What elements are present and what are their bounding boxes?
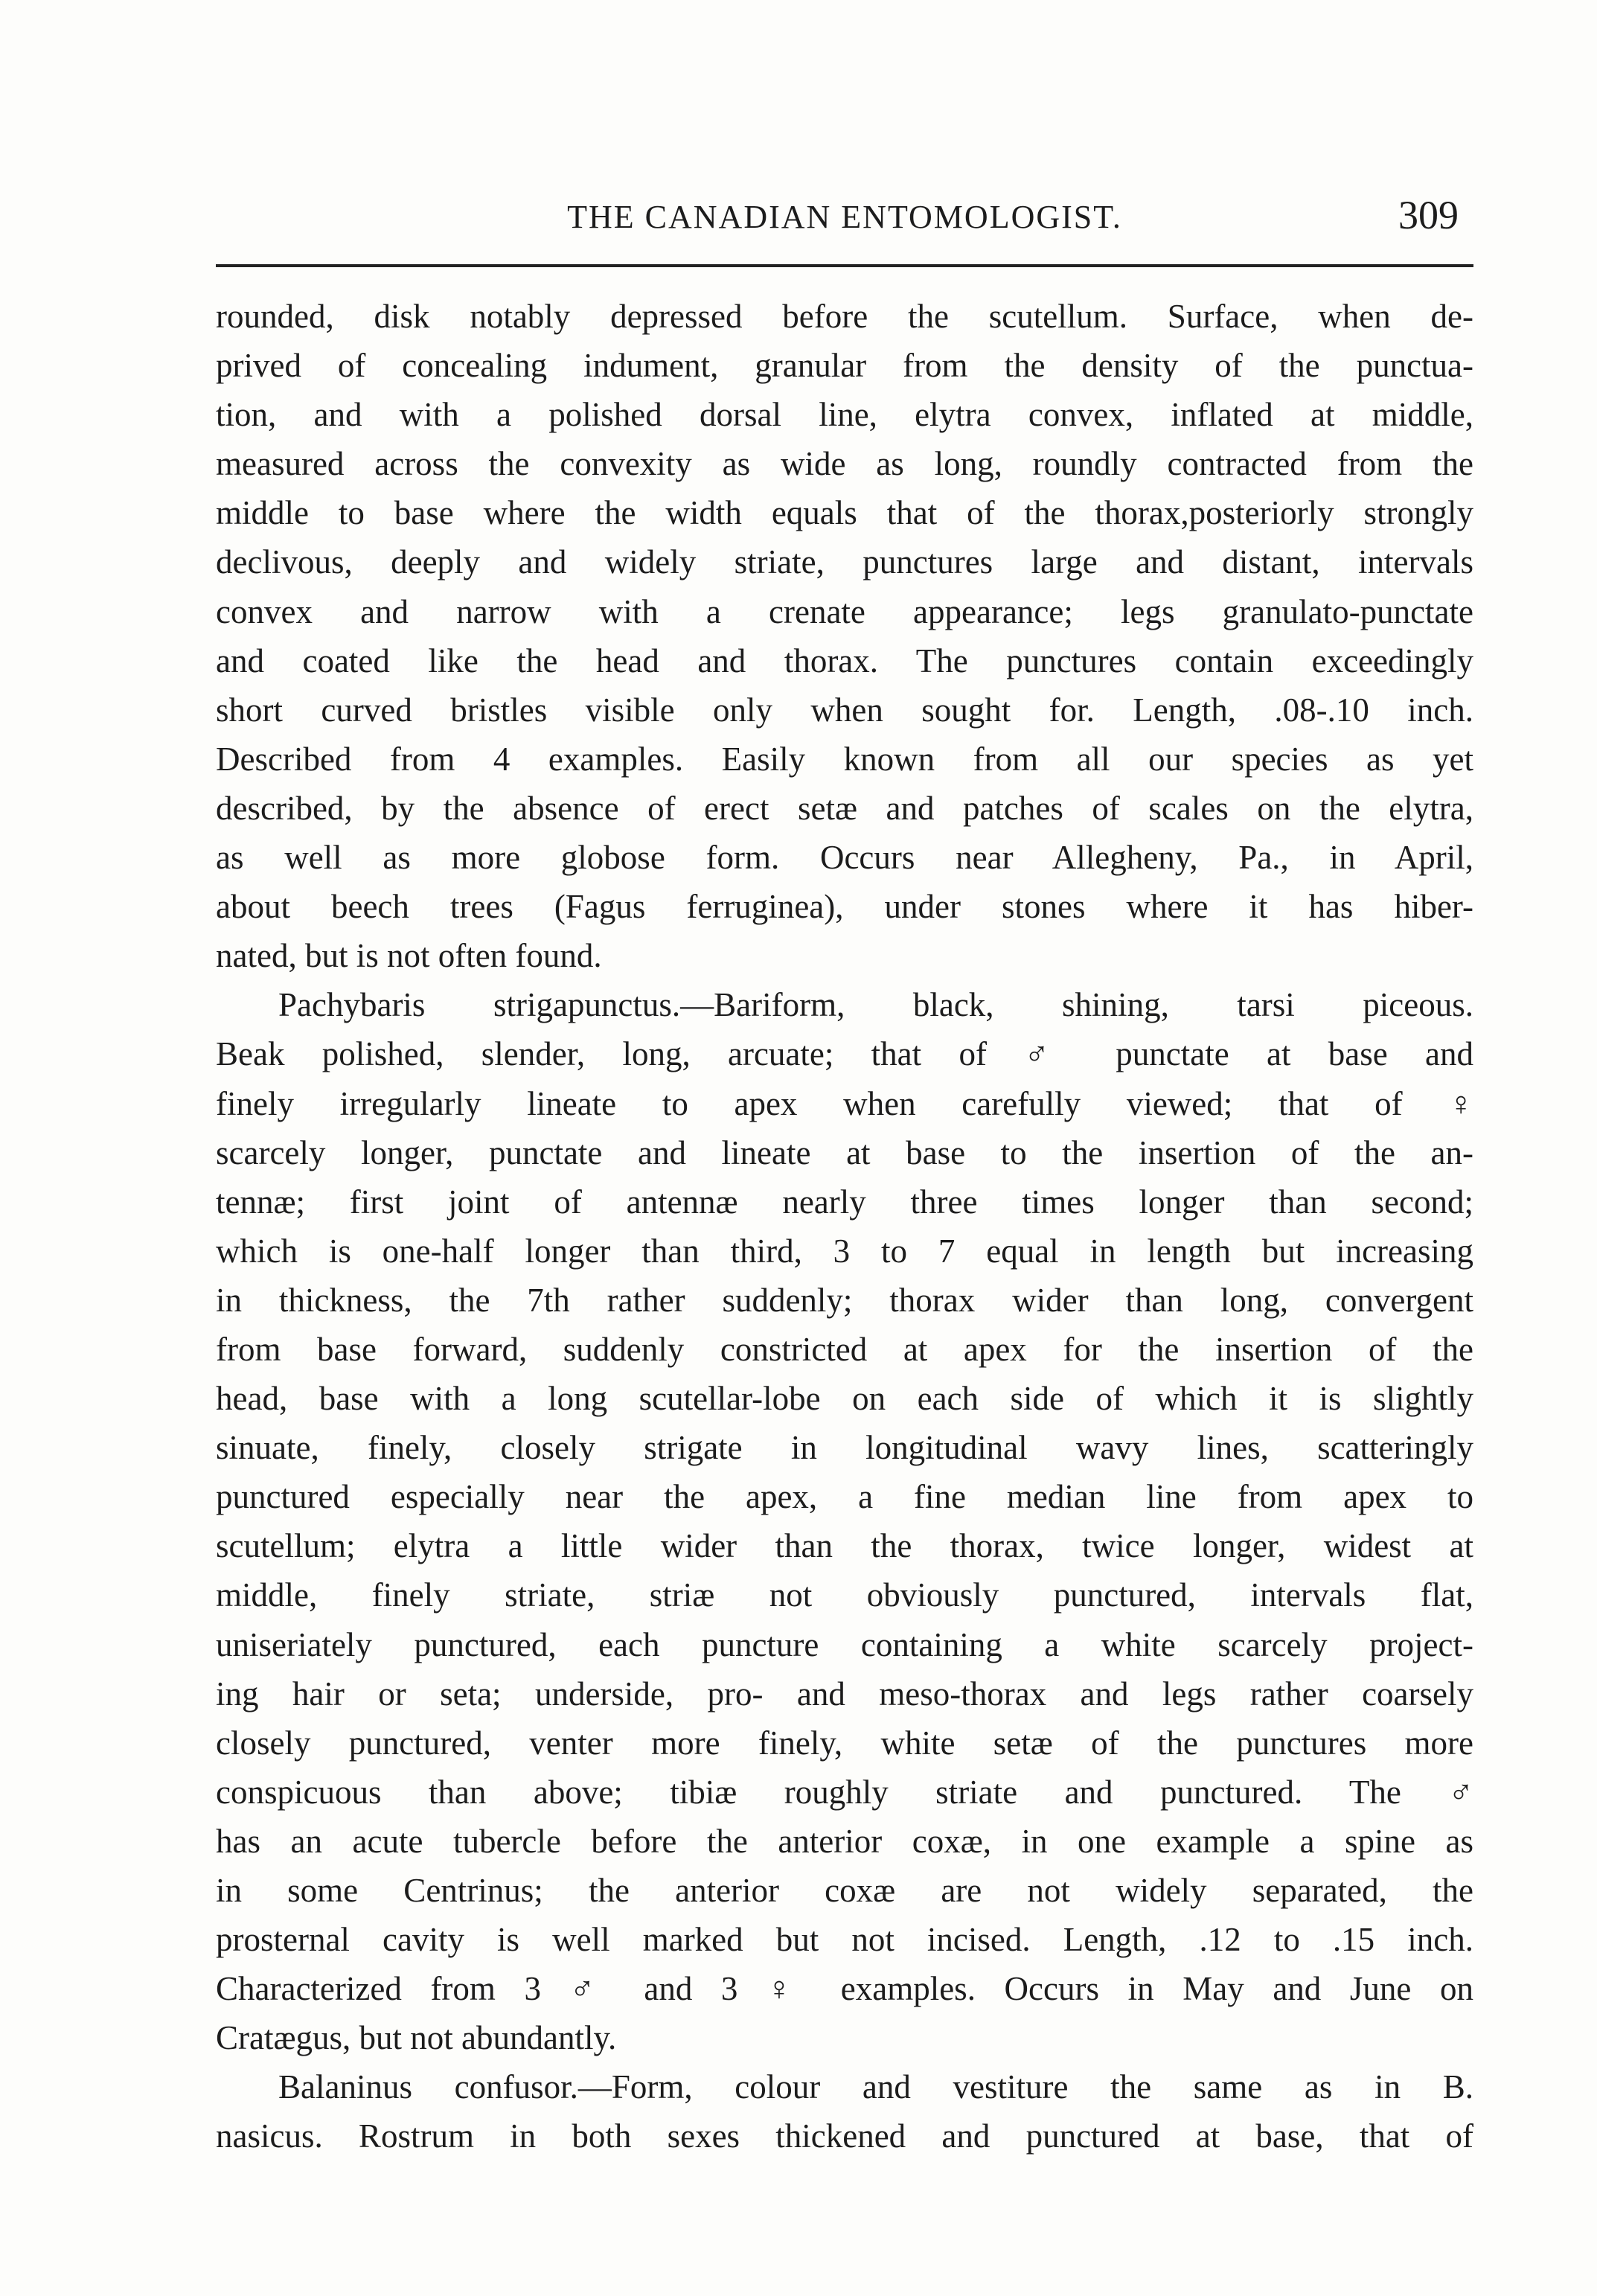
text-line: prosternal cavity is well marked but not incised. Length, .12 to .15 inch. <box>216 1921 1473 1959</box>
body-text <box>216 292 1473 2161</box>
text-line: short curved bristles visible only when sought for. Length, .08-.10 inch. <box>216 691 1473 729</box>
text-line: declivous, deeply and widely striate, punctures large and distant, intervals <box>216 543 1473 581</box>
text-line: prived of concealing indument, granular from the density of the punctua- <box>216 347 1473 385</box>
header-rule <box>216 264 1473 267</box>
text-line: Cratægus, but not abundantly. <box>216 2019 617 2057</box>
running-title: THE CANADIAN ENTOMOLOGIST. <box>567 199 1122 235</box>
text-line: convex and narrow with a crenate appearance; legs granulato-punctate <box>216 592 1473 630</box>
text-line: nated, but is not often found. <box>216 937 602 975</box>
text-line: has an acute tubercle before the anterior coxæ, in one example a spine as <box>216 1822 1473 1860</box>
text-line: conspicuous than above; tibiæ roughly striate and punctured. The ♂ <box>216 1773 1473 1811</box>
text-line: Described from 4 examples. Easily known from all our species as yet <box>216 740 1473 778</box>
text-line: from base forward, suddenly constricted at apex for the insertion of the <box>216 1330 1473 1368</box>
text-line: described, by the absence of erect setæ and patches of scales on the elytra, <box>216 789 1473 827</box>
text-line: middle to base where the width equals that of the thorax,posteriorly strongly <box>216 494 1473 532</box>
text-line: middle, finely striate, striæ not obviously punctured, intervals flat, <box>216 1576 1473 1614</box>
text-line: Beak polished, slender, long, arcuate; that of ♂ punctate at base and <box>216 1035 1473 1073</box>
text-line: tion, and with a polished dorsal line, elytra convex, inflated at middle, <box>216 396 1473 434</box>
text-line: rounded, disk notably depressed before the scutellum. Surface, when de- <box>216 298 1473 335</box>
text-line: ing hair or seta; underside, pro- and meso-thorax and legs rather coarsely <box>216 1675 1473 1713</box>
text-line: which is one-half longer than third, 3 to 7 equal in length but increasing <box>216 1232 1473 1270</box>
text-line: in thickness, the 7th rather suddenly; thorax wider than long, convergent <box>216 1281 1473 1319</box>
text-line: head, base with a long scutellar-lobe on each side of which it is slightly <box>216 1380 1473 1418</box>
text-line: scutellum; elytra a little wider than the thorax, twice longer, widest at <box>216 1527 1473 1565</box>
text-line: Balaninus confusor.—Form, colour and vestiture the same as in B. <box>278 2068 1473 2106</box>
text-line: Pachybaris strigapunctus.—Bariform, black, shining, tarsi piceous. <box>278 986 1473 1024</box>
page-number: 309 <box>1398 193 1459 237</box>
text-line: Characterized from 3 ♂ and 3 ♀ examples. Occurs in May and June on <box>216 1970 1473 2008</box>
text-line: as well as more globose form. Occurs near Allegheny, Pa., in April, <box>216 839 1473 877</box>
text-line: tennæ; first joint of antennæ nearly three times longer than second; <box>216 1183 1473 1221</box>
text-line: and coated like the head and thorax. The punctures contain exceedingly <box>216 642 1473 679</box>
text-line: closely punctured, venter more finely, white setæ of the punctures more <box>216 1724 1473 1762</box>
text-line: sinuate, finely, closely strigate in longitudinal wavy lines, scatteringly <box>216 1429 1473 1467</box>
text-line: measured across the convexity as wide as long, roundly contracted from the <box>216 445 1473 483</box>
running-header <box>216 192 1473 244</box>
text-line: uniseriately punctured, each puncture containing a white scarcely project- <box>216 1625 1473 1663</box>
text-line: scarcely longer, punctate and lineate at base to the insertion of the an- <box>216 1133 1473 1171</box>
text-line: in some Centrinus; the anterior coxæ are not widely separated, the <box>216 1872 1473 1909</box>
text-line: punctured especially near the apex, a fine median line from apex to <box>216 1478 1473 1516</box>
text-line: about beech trees (Fagus ferruginea), under stones where it has hiber- <box>216 888 1473 926</box>
text-line: finely irregularly lineate to apex when carefully viewed; that of ♀ <box>216 1084 1473 1122</box>
text-line: nasicus. Rostrum in both sexes thickened and punctured at base, that of <box>216 2117 1473 2155</box>
